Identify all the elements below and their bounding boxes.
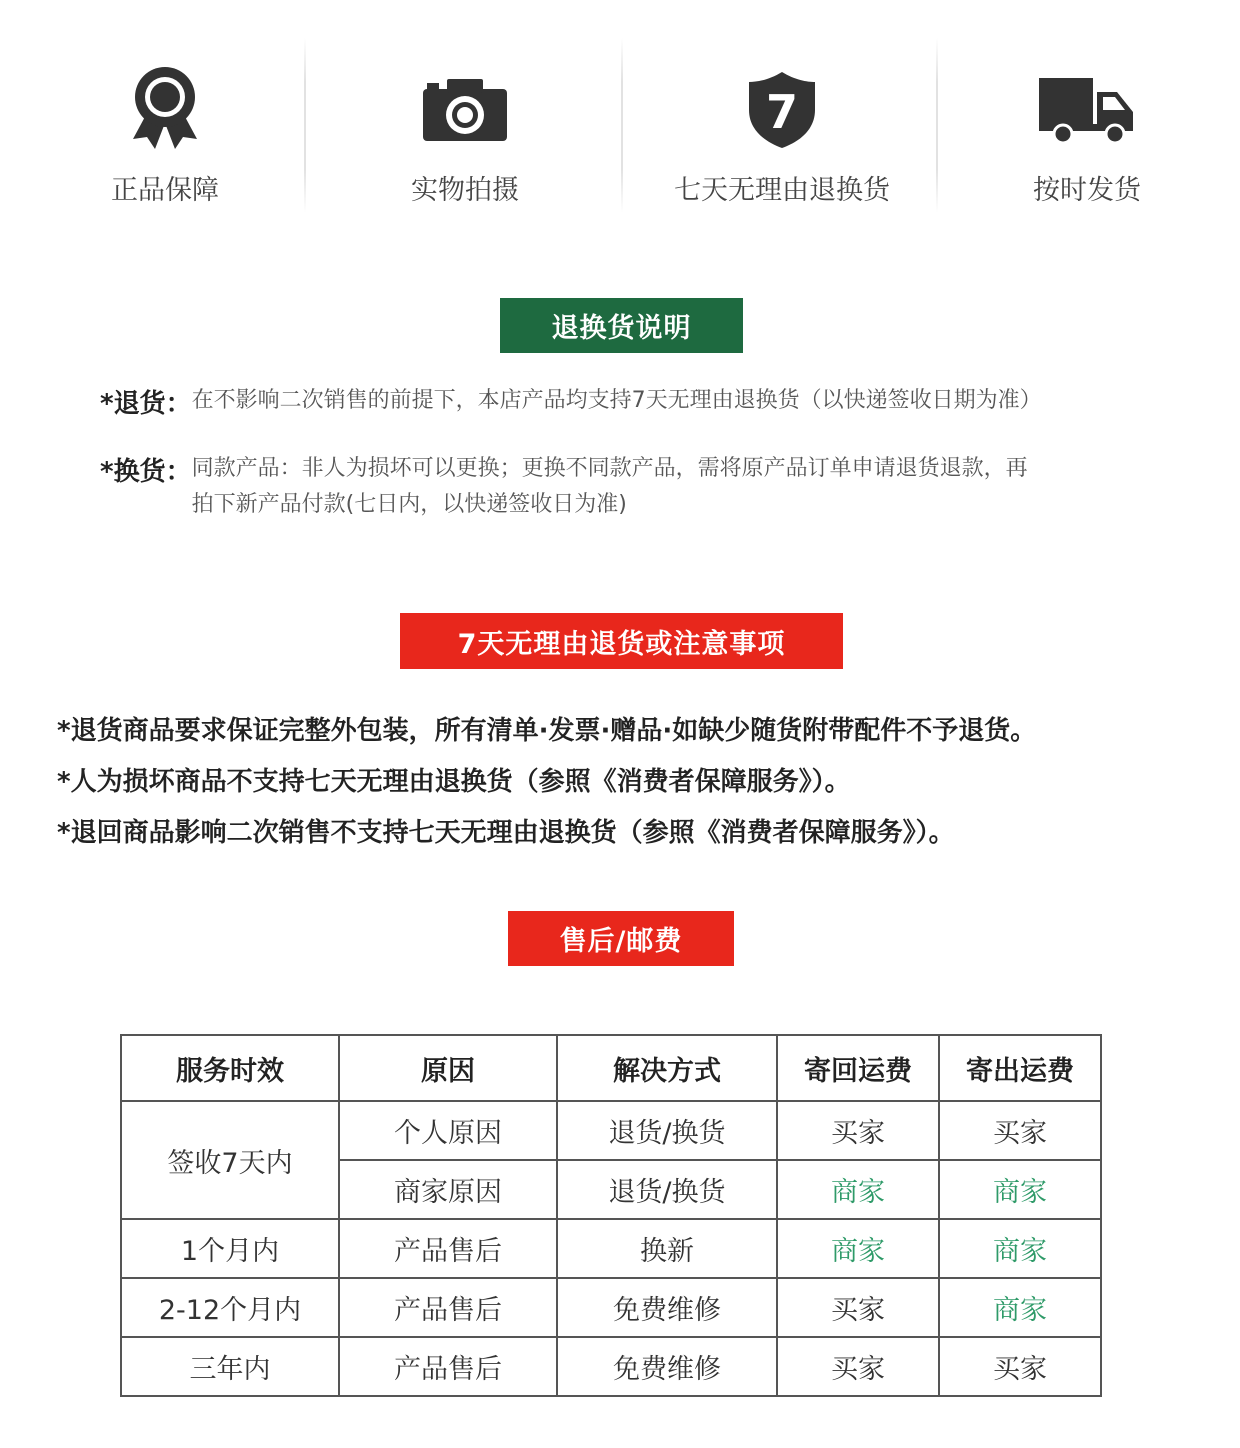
- ship-fee-cell: 商家: [939, 1278, 1101, 1337]
- return-label: *退货：: [100, 389, 192, 419]
- feature-label: 七天无理由退换货: [674, 175, 890, 206]
- reason-cell: 产品售后: [339, 1337, 557, 1396]
- camera-icon: [315, 60, 615, 160]
- divider: [621, 38, 623, 213]
- period-cell: 签收7天内: [121, 1101, 339, 1219]
- truck-icon: [937, 60, 1237, 160]
- ship-fee-cell: 商家: [939, 1160, 1101, 1219]
- feature-label: 按时发货: [1033, 175, 1141, 206]
- solution-cell: 退货/换货: [557, 1160, 777, 1219]
- period-cell: 1个月内: [121, 1219, 339, 1278]
- header-cell: 原因: [339, 1035, 557, 1101]
- reason-cell: 产品售后: [339, 1219, 557, 1278]
- reason-cell: 商家原因: [339, 1160, 557, 1219]
- note-item: *人为损坏商品不支持七天无理由退换货（参照《消费者保障服务》）。: [57, 767, 851, 797]
- notice-title-banner: 7天无理由退货或注意事项: [400, 613, 843, 669]
- table-row: [121, 1337, 1101, 1396]
- header-cell: 解决方式: [557, 1035, 777, 1101]
- svg-text:7: 7: [765, 85, 799, 139]
- feature-authentic: [15, 60, 315, 207]
- return-text: 在不影响二次销售的前提下，本店产品均支持7天无理由退换货（以快递签收日期为准）: [191, 388, 1042, 413]
- reason-cell: 产品售后: [339, 1278, 557, 1337]
- exchange-text-line2: 拍下新产品付款(七日内，以快递签收日为准): [191, 492, 627, 517]
- feature-label: 正品保障: [111, 175, 219, 206]
- period-cell: 2-12个月内: [121, 1278, 339, 1337]
- ship-fee-cell: 买家: [939, 1337, 1101, 1396]
- return-fee-cell: 买家: [777, 1337, 939, 1396]
- note-item: *退货商品要求保证完整外包装，所有清单·发票·赠品·如缺少随货附带配件不予退货。: [57, 716, 1037, 746]
- solution-cell: 换新: [557, 1219, 777, 1278]
- period-cell: 三年内: [121, 1337, 339, 1396]
- ship-fee-cell: 商家: [939, 1219, 1101, 1278]
- divider: [304, 38, 306, 213]
- aftersale-title-banner: 售后/邮费: [508, 911, 734, 966]
- solution-cell: 免费维修: [557, 1337, 777, 1396]
- shield-7-icon: [632, 60, 932, 160]
- award-ribbon-icon: [15, 60, 315, 160]
- return-fee-cell: 买家: [777, 1101, 939, 1160]
- exchange-title-banner: 退换货说明: [500, 298, 743, 353]
- reason-cell: 个人原因: [339, 1101, 557, 1160]
- header-cell: 服务时效: [121, 1035, 339, 1101]
- feature-strip: [0, 0, 1240, 240]
- header-cell: 寄回运费: [777, 1035, 939, 1101]
- ship-fee-cell: 买家: [939, 1101, 1101, 1160]
- return-fee-cell: 商家: [777, 1219, 939, 1278]
- return-fee-cell: 商家: [777, 1160, 939, 1219]
- feature-seven-day-return: [632, 60, 932, 207]
- return-policy: [100, 383, 1160, 420]
- return-fee-cell: 买家: [777, 1278, 939, 1337]
- exchange-label: *换货：: [100, 457, 192, 487]
- table-row: [121, 1278, 1101, 1337]
- feature-label: 实物拍摄: [411, 175, 519, 206]
- solution-cell: 免费维修: [557, 1278, 777, 1337]
- exchange-text-line1: 同款产品：非人为损坏可以更换；更换不同款产品，需将原产品订单申请退货退款，再: [191, 456, 1028, 481]
- exchange-policy: [100, 451, 1160, 523]
- solution-cell: 退货/换货: [557, 1101, 777, 1160]
- feature-real-photo: [315, 60, 615, 207]
- feature-on-time-shipping: [937, 60, 1237, 207]
- table-header-row: [121, 1035, 1101, 1101]
- header-cell: 寄出运费: [939, 1035, 1101, 1101]
- table-row: [121, 1101, 1101, 1160]
- note-item: *退回商品影响二次销售不支持七天无理由退换货（参照《消费者保障服务》）。: [57, 818, 955, 848]
- table-row: [121, 1219, 1101, 1278]
- service-table: [120, 1034, 1102, 1397]
